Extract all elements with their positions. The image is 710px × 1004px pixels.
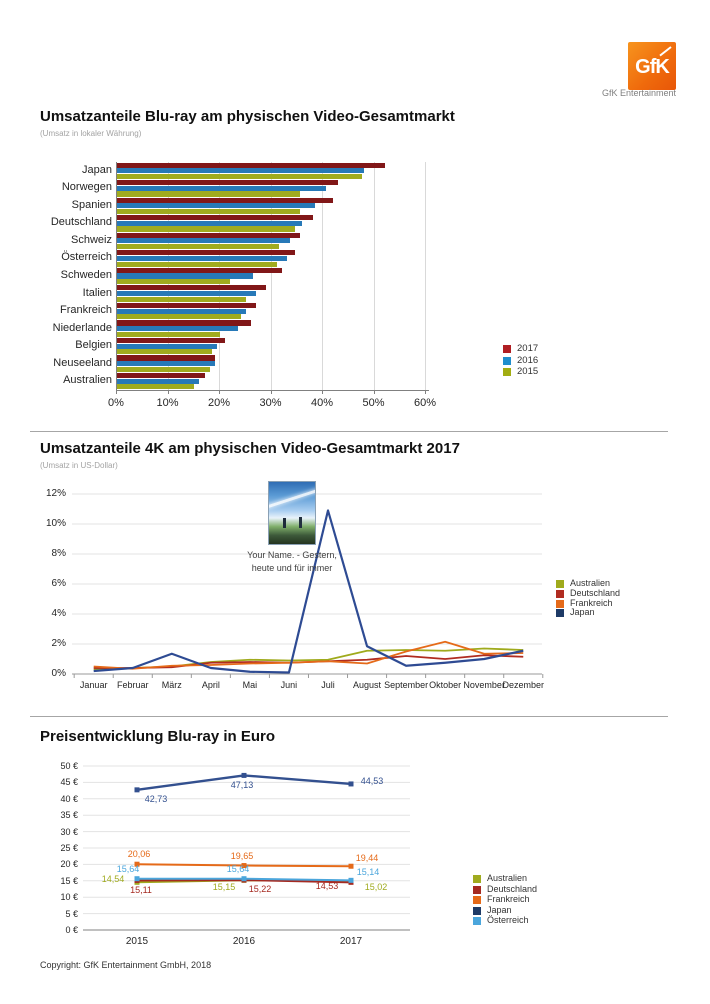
bar-row-label-Italien: Italien — [82, 286, 112, 299]
legend-label-Deutschland: Deutschland — [570, 587, 621, 598]
x-tick-label-Dezember: Dezember — [502, 680, 544, 690]
x-tick-label-2017: 2017 — [339, 936, 363, 947]
section1-subtitle: (Umsatz in lokaler Währung) — [40, 129, 142, 138]
y-tick-label-12%: 12% — [45, 488, 66, 499]
y-tick-label-0%: 0% — [51, 668, 66, 679]
bar-row-label-Schweden: Schweden — [60, 269, 112, 281]
x-tick-label-20%: 20% — [207, 397, 231, 409]
gfk-logo-text: GfK — [635, 55, 669, 78]
y-tick-label-4%: 4% — [51, 608, 66, 619]
y-tick-label-50 €: 50 € — [60, 761, 78, 771]
legend-label-2017: 2017 — [517, 343, 539, 354]
brand-label: GfK Entertainment — [601, 88, 676, 98]
x-tick-label-50%: 50% — [362, 397, 385, 409]
data-label-Österreich-2016: 15,64 — [226, 863, 250, 874]
y-tick-label-30 €: 30 € — [60, 826, 78, 837]
y-tick-label-15 €: 15 € — [60, 875, 78, 886]
y-tick-label-20 €: 20 € — [60, 859, 78, 870]
y-tick-label-45 €: 45 € — [60, 777, 78, 788]
section1-title: Umsatzanteile Blu-ray am physischen Video-Gesamtmarkt — [40, 108, 455, 125]
x-tick-label-April: April — [201, 680, 220, 690]
legend-label-2016: 2016 — [517, 354, 539, 366]
x-tick-label-2015: 2015 — [125, 936, 149, 947]
legend-label-Österreich: Österreich — [487, 915, 529, 925]
x-tick-label-30%: 30% — [259, 397, 282, 409]
x-tick-label-2016: 2016 — [232, 936, 256, 947]
data-label-Australien-2017: 15,02 — [364, 881, 388, 892]
series-marker-Japan — [242, 773, 247, 778]
poster-caption-line2: heute und für immer — [251, 563, 333, 573]
y-tick-label-0 €: 0 € — [65, 925, 78, 935]
x-tick-label-August: August — [353, 680, 382, 690]
series-marker-Österreich — [242, 876, 247, 881]
bar-row-label-Frankreich: Frankreich — [60, 304, 112, 317]
x-tick-label-60%: 60% — [413, 397, 437, 409]
data-label-Österreich-2015: 15,64 — [116, 863, 140, 874]
series-marker-Österreich — [349, 878, 354, 883]
y-tick-label-10 €: 10 € — [60, 892, 78, 903]
legend-swatch-Japan — [473, 907, 481, 915]
legend-label-Australien: Australien — [487, 873, 528, 883]
data-label-Frankreich-2015: 20,06 — [127, 849, 151, 860]
legend-label-2015: 2015 — [517, 366, 539, 378]
legend-swatch-Australien — [473, 875, 481, 883]
legend-label-Deutschland: Deutschland — [487, 883, 538, 894]
bar-row-label-Belgien: Belgien — [75, 339, 112, 352]
series-marker-Japan — [135, 787, 140, 792]
x-tick-label-Februar: Februar — [116, 680, 149, 690]
bar-row-label-Deutschland: Deutschland — [50, 216, 112, 229]
legend-label-Frankreich: Frankreich — [487, 894, 530, 904]
legend-label-Japan: Japan — [487, 904, 512, 915]
data-label-Deutschland-2017: 14,53 — [315, 881, 339, 892]
y-tick-label-40 €: 40 € — [60, 793, 78, 804]
x-tick-label-März: März — [161, 680, 182, 690]
x-tick-label-Januar: Januar — [79, 680, 108, 690]
bar-row-label-Schweiz: Schweiz — [71, 233, 112, 246]
x-tick-label-0%: 0% — [108, 397, 124, 409]
data-label-Australien-2015: 14,54 — [101, 874, 125, 885]
bar-row-label-Norwegen: Norwegen — [61, 181, 112, 194]
y-tick-label-25 €: 25 € — [60, 843, 78, 853]
legend-swatch-Deutschland — [473, 886, 481, 894]
data-label-Frankreich-2016: 19,65 — [230, 850, 254, 861]
y-tick-label-10%: 10% — [45, 518, 66, 529]
data-label-Österreich-2017: 15,14 — [356, 867, 380, 878]
data-label-Japan-2015: 42,73 — [144, 793, 168, 804]
y-tick-label-2%: 2% — [51, 638, 66, 649]
bar-row-label-Japan: Japan — [82, 163, 112, 176]
x-tick-label-40%: 40% — [310, 397, 334, 409]
bar-row-label-Österreich: Österreich — [61, 251, 112, 264]
y-tick-label-5 €: 5 € — [65, 908, 78, 919]
copyright-note: Copyright: GfK Entertainment GmbH, 2018 — [40, 960, 212, 970]
y-tick-label-35 €: 35 € — [60, 810, 78, 821]
x-tick-label-Juni: Juni — [280, 680, 298, 690]
data-label-Frankreich-2017: 19,44 — [355, 853, 379, 864]
data-label-Australien-2016: 15,15 — [212, 882, 236, 893]
bar-row-label-Spanien: Spanien — [71, 198, 112, 211]
x-tick-label-September: September — [384, 680, 429, 690]
legend-swatch-Österreich — [473, 917, 481, 925]
y-tick-label-8%: 8% — [51, 548, 66, 559]
legend-label-Japan: Japan — [570, 607, 595, 618]
data-label-Deutschland-2016: 15,22 — [248, 884, 272, 895]
legend-swatch-Frankreich — [473, 896, 481, 904]
x-tick-label-Mai: Mai — [242, 680, 258, 690]
x-tick-label-Oktober: Oktober — [429, 680, 462, 690]
legend-label-Australien: Australien — [570, 578, 611, 588]
series-marker-Österreich — [135, 876, 140, 881]
section3-title: Preisentwicklung Blu-ray in Euro — [40, 728, 276, 745]
data-label-Deutschland-2015: 15,11 — [130, 885, 152, 896]
data-label-Japan-2016: 47,13 — [230, 780, 254, 791]
legend-label-Frankreich: Frankreich — [570, 597, 613, 608]
poster-caption-line1: Your Name. - Gestern, — [247, 550, 337, 560]
x-tick-label-November: November — [463, 680, 505, 690]
bar-row-label-Neuseeland: Neuseeland — [53, 356, 112, 369]
bar-row-label-Niederlande: Niederlande — [52, 321, 112, 334]
x-tick-label-10%: 10% — [156, 397, 179, 409]
section2-subtitle: (Umsatz in US-Dollar) — [40, 461, 118, 470]
x-tick-label-Juli: Juli — [321, 680, 335, 690]
bar-row-label-Australien: Australien — [63, 374, 112, 387]
y-tick-label-6%: 6% — [51, 578, 66, 589]
data-label-Japan-2017: 44,53 — [360, 775, 384, 786]
section2-title: Umsatzanteile 4K am physischen Video-Gesamtmarkt 2017 — [40, 440, 460, 457]
